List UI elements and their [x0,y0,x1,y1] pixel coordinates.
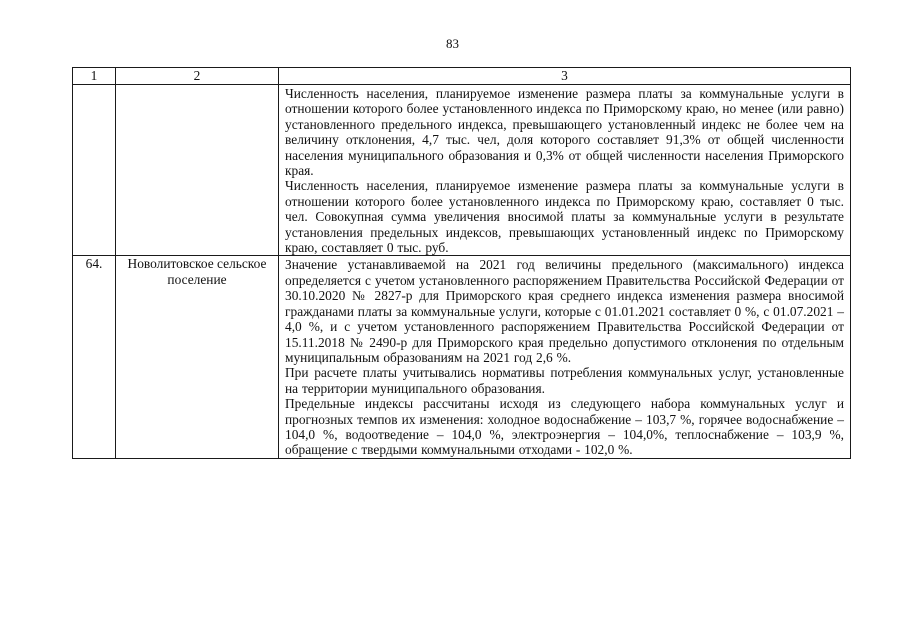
description-cell [279,256,851,458]
description-paragraph: При расчете платы учитывались нормативы потребления коммунальных услуг, установленные на территории муниципального образования. [285,365,844,396]
municipality-name-cell: Новолитовское сельское поселение [116,256,279,458]
table-row-64 [73,256,851,458]
table-row-continuation [73,85,851,256]
description-paragraph: Численность населения, планируемое изменение размера платы за коммунальные услуги в отношении которого более установленного индекса по Приморскому краю, составляет 0 тыс. чел. Совокупная сумма увеличения вносимой платы за коммунальные услуги в результате установления предельных индексов, превышающих установленный индекс по Приморскому краю, составляет 0 тыс. руб. [285,178,844,256]
column-header-3: 3 [279,68,851,85]
row-number-cell: 64. [73,256,116,458]
document-table [72,67,851,459]
description-cell [279,85,851,256]
description-paragraph: Предельные индексы рассчитаны исходя из следующего набора коммунальных услуг и прогнозных темпов их изменения: холодное водоснабжение – 103,7 %, горячее водоснабжение – 104,0 %, водоотведение – 104,0 %, электроэнергия – 104,0%, теплоснабжение – 103,9 %, обращение с твердыми коммунальными отходами - 102,0 %. [285,396,844,458]
column-header-2: 2 [116,68,279,85]
page-number: 83 [446,36,459,51]
table-header-row [73,68,851,85]
municipality-name-cell [116,85,279,256]
row-number-cell [73,85,116,256]
description-paragraph: Численность населения, планируемое изменение размера платы за коммунальные услуги в отношении которого более установленного индекса по Приморскому краю, но менее (или равно) установленного предельного индекса, превышающего установленный индекс не более чем на величину отклонения, 4,7 тыс. чел, доля которого составляет 91,3% от общей численности населения муниципального образования и 0,3% от общей численности населения Приморского края. [285,86,844,179]
column-header-1: 1 [73,68,116,85]
description-paragraph: Значение устанавливаемой на 2021 год величины предельного (максимального) индекса определяется с учетом установленного распоряжением Правительства Российской Федерации от 30.10.2020 № 2827-р для Приморского края среднего индекса изменения размера вносимой гражданами платы за коммунальные услуги, которые с 01.01.2021 составляет 0 %, с 01.07.2021 – 4,0 %, и с учетом установленного распоряжением Правительства Российской Федерации от 15.11.2018 № 2490-р для Приморского края предельно допустимого отклонения по отдельным муниципальным образованиям на 2021 год 2,6 %. [285,257,844,365]
